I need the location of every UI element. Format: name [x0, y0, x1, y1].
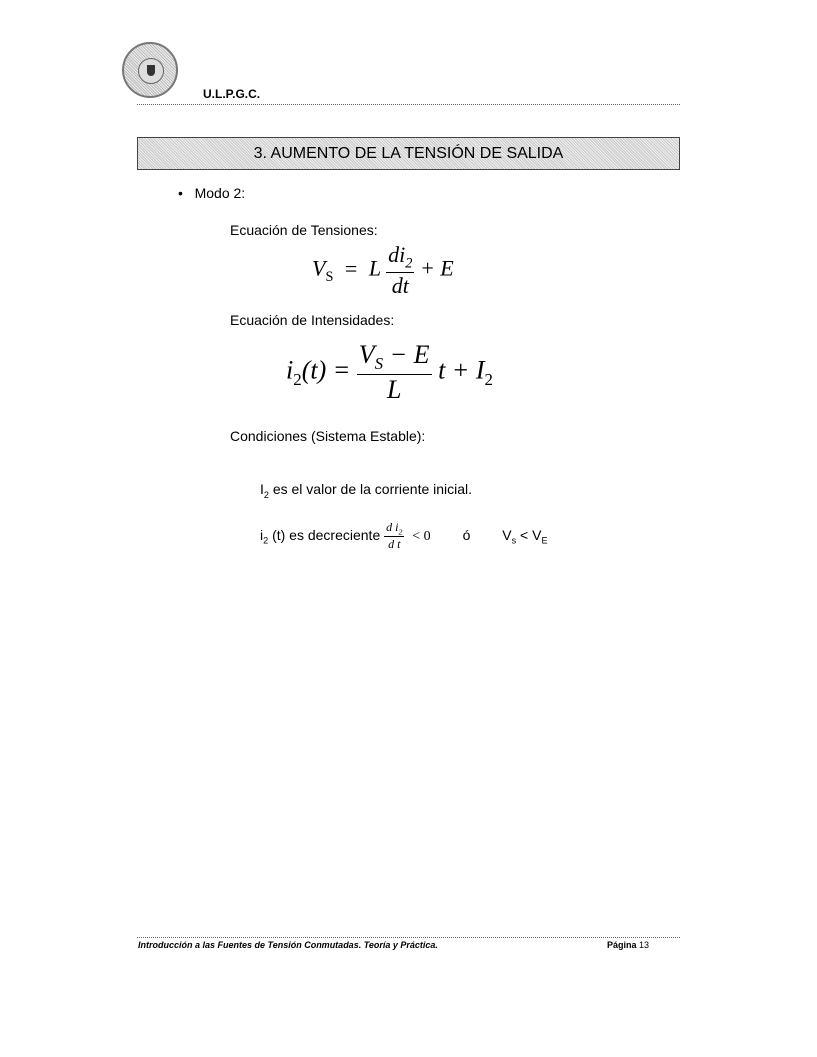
university-seal-logo — [122, 42, 178, 98]
bullet-item — [178, 185, 245, 201]
section-title: 3. AUMENTO DE LA TENSIÓN DE SALIDA — [137, 137, 680, 170]
condition-initial-current: $I_2$ es el valor de la corriente inicial. — [260, 481, 473, 500]
footer-title: Introducción a las Fuentes de Tensión Conmutadas. Teoría y Práctica. — [138, 940, 438, 950]
institution-name: U.L.P.G.C. — [203, 87, 261, 101]
condition-decreasing: $i_2$ (t) es decreciente $\frac{d i_2}{\text{d t}}$ < 0 ó $V_s < V_E$ — [260, 520, 548, 552]
tensiones-label: Ecuación de Tensiones: — [230, 222, 378, 238]
header-divider — [137, 104, 680, 105]
footer-divider — [137, 937, 680, 938]
condiciones-label: Condiciones (Sistema Estable): — [230, 428, 426, 444]
bullet-icon: • — [178, 185, 183, 201]
intensidades-label: Ecuación de Intensidades: — [230, 312, 395, 328]
equation-tensiones: $V_S = L$ $\frac{di_2}{dt}$ + E — [312, 242, 454, 299]
bullet-label: Modo 2: — [194, 185, 246, 201]
equation-intensidades: $i_2(t)$ = $\frac{V_S - E}{L}$ $t + I_2$ — [286, 340, 493, 405]
page-indicator: Página 13 — [607, 940, 650, 950]
